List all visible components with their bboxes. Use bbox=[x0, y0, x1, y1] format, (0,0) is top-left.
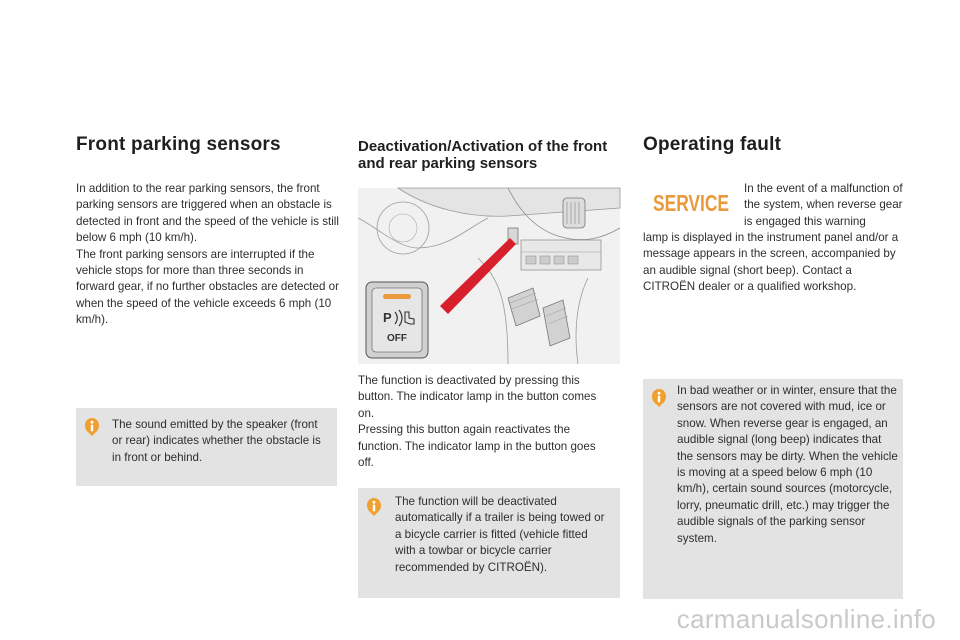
note-text: The sound emitted by the speaker (front or rear) indicates whether the obstacle is in front or behind. bbox=[112, 418, 321, 464]
front-sensors-description bbox=[76, 181, 340, 329]
info-icon bbox=[366, 497, 382, 517]
info-note-weather bbox=[643, 379, 903, 599]
info-note-trailer bbox=[358, 488, 620, 598]
info-icon bbox=[651, 388, 667, 408]
service-label: SERVICE bbox=[653, 190, 729, 216]
paragraph: The front parking sensors are interrupted if the vehicle stops for more than three seconds in forward gear, if no further obstacles are detected or when the speed of the vehicle exceeds 6 mph (10 km/h). bbox=[76, 247, 339, 327]
info-icon bbox=[84, 417, 100, 437]
indicator-lamp bbox=[383, 294, 411, 299]
fault-lead-text: In the event of a malfunction of the system, when reverse gear is engaged this warning bbox=[744, 182, 903, 228]
parking-sensor-off-button bbox=[366, 282, 428, 358]
paragraph: Pressing this button again reactivates the function. The indicator lamp in the button goes off. bbox=[358, 423, 596, 470]
parking-icon: P bbox=[383, 310, 392, 325]
note-text: In bad weather or in winter, ensure that the sensors are not covered with mud, ice or snow. When reverse gear is engaged, an audible signal (long beep) indicates that the sensors may be dirty. When the vehicle is moving at a speed below 6 mph (10 km/h), certain sound sources (motorcycle, lorry, pneumatic drill, etc.) may trigger the audible signals of the parking sensor system. bbox=[677, 384, 898, 545]
section-title-operating-fault: Operating fault bbox=[643, 134, 782, 155]
deactivation-description bbox=[358, 373, 608, 471]
info-note-sound bbox=[76, 408, 337, 486]
service-warning-lamp-icon bbox=[651, 186, 731, 216]
watermark: carmanualsonline.info bbox=[676, 604, 936, 634]
section-title-front-parking-sensors: Front parking sensors bbox=[76, 134, 281, 155]
off-label: OFF bbox=[387, 333, 407, 344]
fault-rest-text: lamp is displayed in the instrument panel and/or a message appears in the screen, accompanied by an audible signal (short beep). Contact a CITROËN dealer or a qualified workshop. bbox=[643, 231, 899, 294]
note-text: The function will be deactivated automatically if a trailer is being towed or a bicycle carrier is fitted (vehicle fitted with a towbar or bicycle carrier recommended by CITROËN). bbox=[395, 495, 605, 574]
paragraph: The function is deactivated by pressing this button. The indicator lamp in the button comes on. bbox=[358, 374, 597, 420]
dashboard-illustration bbox=[358, 188, 620, 364]
paragraph: In addition to the rear parking sensors, the front parking sensors are triggered when an obstacle is detected in front and the speed of the vehicle is still below 6 mph (10 km/h). bbox=[76, 182, 339, 245]
section-title-deactivation: Deactivation/Activation of the front and rear parking sensors bbox=[358, 138, 608, 172]
